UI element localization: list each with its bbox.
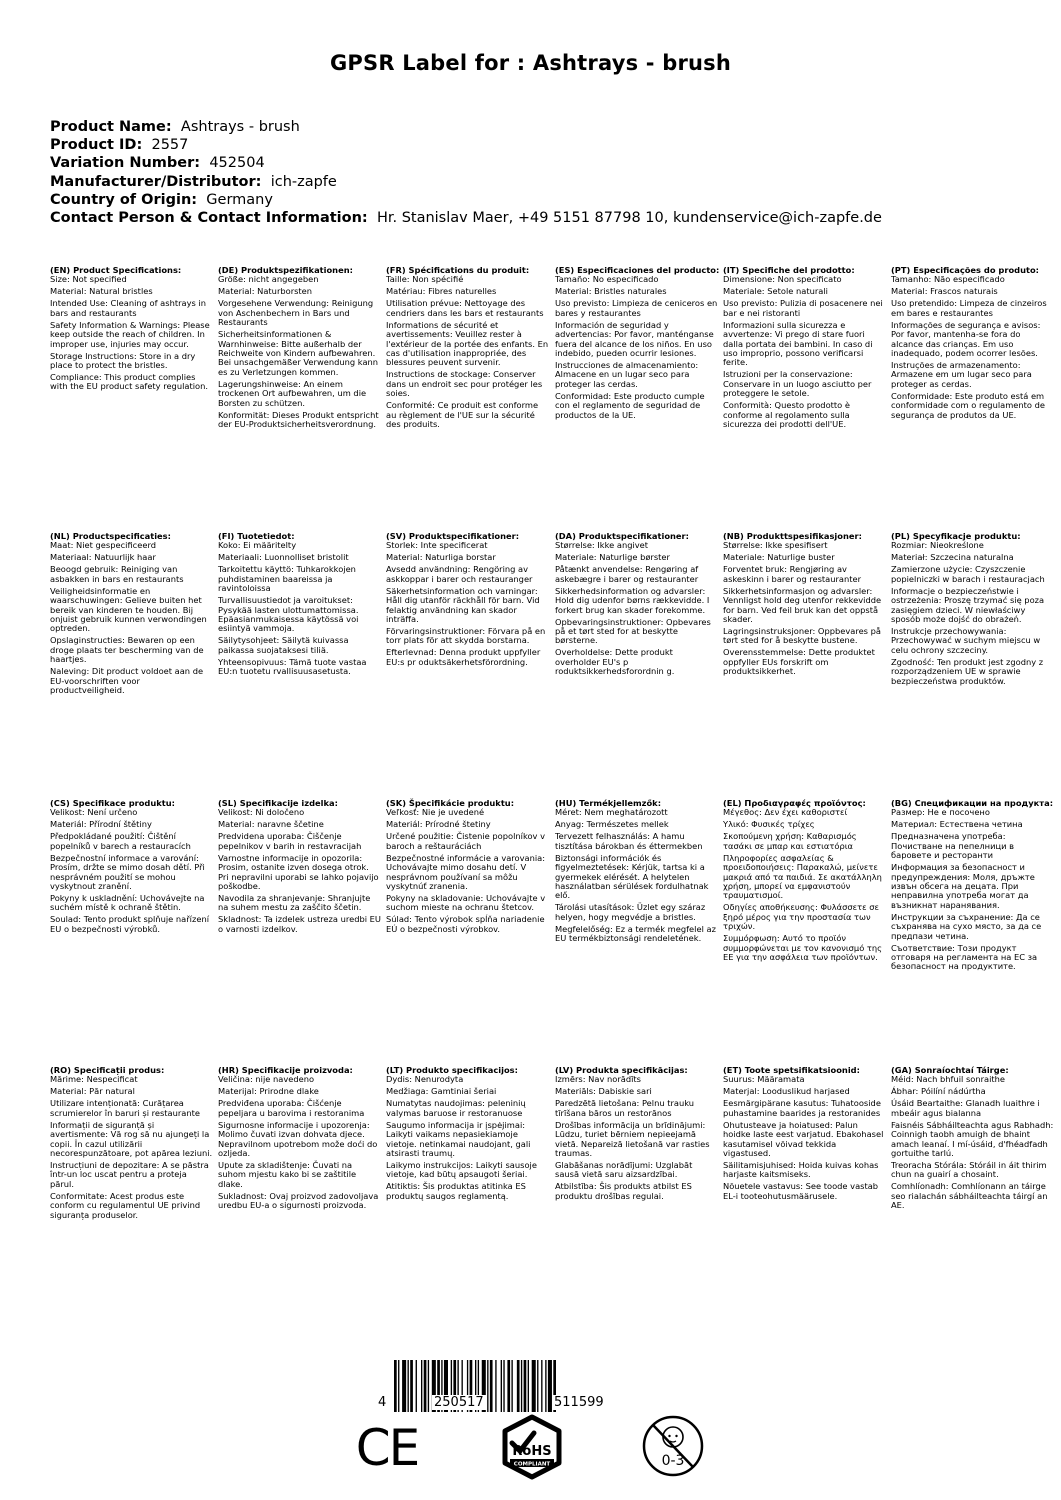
spec-line: Yhteensopivuus: Tämä tuote vastaa EU:n tuotetu rvallisuusasetusta.: [218, 656, 367, 677]
spec-heading: (NL) Productspecificaties:: [50, 531, 171, 541]
product-info: [50, 118, 882, 227]
spec-line: Ohutusteave ja hoiatused: Palun hoidke laste eest varjatud. Ebakohasel kasutamisel võivad tekkida vigastused.: [723, 1119, 884, 1159]
spec-line: Informații de siguranță și avertismente: Vă rog să nu ajungeți la copii. În cazul utilizării necorespunzătoare, pot apărea leziuni.: [50, 1119, 213, 1159]
spec-line: Veľkosť: Nie je uvedené: [386, 807, 485, 818]
product-name-label: Product Name:: [50, 119, 172, 135]
spec-block: [891, 532, 1054, 794]
spec-line: Påtænkt anvendelse: Rengøring af askebægre i barer og restauranter: [555, 564, 699, 584]
spec-line: Instruções de armazenamento: Armazene em um lugar seco para proteger as cerdas.: [891, 360, 1032, 389]
spec-block: [218, 266, 381, 528]
spec-line: Utilisation prévue: Nettoyage des cendriers dans les bars et restaurants: [386, 298, 544, 318]
spec-line: Atbilstība: Šis produkts atbilst ES produktu drošības regulai.: [555, 1181, 692, 1201]
spec-block: [386, 799, 549, 1061]
variation-label: Variation Number:: [50, 155, 201, 172]
spec-line: Velikost: Ni določeno: [218, 807, 305, 818]
spec-line: Treoracha Stórála: Stóráil in áit thirim chun na guairí a chosaint.: [891, 1160, 1047, 1180]
spec-line: Material: Păr natural: [50, 1086, 135, 1097]
spec-line: Säkerhetsinformation och varningar: Håll dig utanför räckhåll för barn. Vid felaktig användning kan skador inträffa.: [386, 585, 540, 625]
spec-heading: (ET) Toote spetsifikatsioonid:: [723, 1065, 860, 1075]
product-id-row: [50, 136, 882, 154]
spec-block: [555, 532, 718, 794]
spec-line: Konformität: Dieses Produkt entspricht der EU-Produktsicherheitsverordnung.: [218, 409, 379, 430]
spec-line: Saugumo informacija ir įspėjimai: Laikyti vaikams nepasiekiamoje vietoje. netinkamai naudojant, gali atsirasti traumų.: [386, 1119, 531, 1159]
spec-line: Overensstemmelse: Dette produktet oppfyller EUs forskrift om produktsikkerhet.: [723, 647, 875, 677]
spec-line: Uso previsto: Limpieza de ceniceros en bares y restaurantes: [555, 298, 718, 318]
spec-line: Sikkerhedsinformation og advarsler: Hold dig udenfor børns rækkevidde. I forkert brug kan skader forekomme.: [555, 585, 710, 615]
spec-line: Forventet bruk: Rengjøring av askeskinn i barer og restauranter: [723, 564, 862, 584]
spec-line: Conformidade: Este produto está em conformidade com o regulamento de segurança de produtos da UE.: [891, 390, 1046, 420]
spec-line: Overholdelse: Dette produkt overholder EU's p roduktsikkerhedsforordnin g.: [555, 647, 675, 677]
rohs-text: RoHS: [512, 1444, 552, 1459]
spec-line: Naleving: Dit product voldoet aan de EU-voorschriften voor productveiligheid.: [50, 666, 204, 696]
manufacturer-value: ich-zapfe: [270, 173, 337, 190]
spec-line: Suurus: Määramata: [723, 1074, 805, 1085]
spec-line: Σκοπούμενη χρήση: Καθαρισμός τασάκι σε μπαρ και εστιατόρια: [723, 831, 857, 851]
spec-line: Инструкции за съхранение: Да се съхранява на сухо място, за да се предпази четина.: [891, 911, 1042, 941]
spec-line: Intended Use: Cleaning of ashtrays in bars and restaurants: [50, 298, 207, 318]
spec-line: Opbevaringsinstruktioner: Opbevares på et tørt sted for at beskytte børsterne.: [555, 616, 711, 646]
spec-block: [50, 1066, 213, 1328]
spec-line: Información de seguridad y advertencias: Por favor, manténganse fuera del alcance de los niños. En uso indebido, pueden ocurrir lesiones.: [555, 319, 714, 359]
spec-line: Nõuetele vastavus: See toode vastab EL-i tooteohutusmäärusele.: [723, 1181, 879, 1201]
spec-line: Информация за безопасност и предупреждения: Моля, дръжте извън обсега на децата. При неправилна употреба могат да възникнат наранявания.: [891, 862, 1035, 910]
spec-line: Tamaño: No especificado: [555, 274, 659, 285]
origin-label: Country of Origin:: [50, 191, 198, 208]
spec-line: Faisnéis Sábháilteachta agus Rabhadh: Coinnigh taobh amuigh de bhaint amach leanaí. I mí-úsáid, d'fhéadfadh gortuithe tarlú.: [891, 1119, 1054, 1159]
spec-heading: (FR) Spécifications du produit:: [386, 265, 530, 275]
spec-line: Größe: nicht angegeben: [218, 274, 319, 285]
spec-line: Material: Natural bristles: [50, 286, 153, 297]
spec-line: Sikkerhetsinformasjon og advarsler: Vennligst hold deg utenfor rekkevidde for barn. Ved feil bruk kan det oppstå skader.: [723, 585, 882, 625]
spec-heading: (LT) Produkto specifikacijos:: [386, 1065, 518, 1075]
spec-heading: (SL) Specifikacije izdelka:: [218, 798, 338, 808]
spec-line: Compliance: This product complies with the EU product safety regulation.: [50, 372, 209, 392]
ce-mark-icon: [352, 1420, 422, 1472]
spec-line: Sicherheitsinformationen & Warnhinweise: Bitte außerhalb der Reichweite von Kindern aufbewahren. Bei unsachgemäßer Verwendung kann es zu Verletzungen kommen.: [218, 329, 379, 377]
spec-heading: (HU) Termékjellemzők:: [555, 798, 662, 808]
spec-line: Koko: Ei määritelty: [218, 540, 297, 551]
spec-line: Lagringsinstruksjoner: Oppbevares på tørt sted for å beskytte bustene.: [723, 626, 881, 646]
spec-line: Pokyny k uskladnění: Uchovávejte na suchém místě k ochraně štětin.: [50, 893, 205, 913]
spec-line: Informacje o bezpieczeństwie i ostrzeżenia: Proszę trzymać się poza zasięgiem dzieci. W niewłaściwy sposób może dojść do obrażeń.: [891, 585, 1045, 625]
spec-line: Πληροφορίες ασφαλείας & προειδοποιήσεις: Παρακαλώ, μείνετε μακριά από τα παιδιά. Σε ακατάλληλη χρήση, μπορεί να εμφανιστούν τραυματισμοί.: [723, 852, 882, 901]
spec-block: [555, 266, 718, 528]
spec-line: Předpokládané použití: Čištění popelníků v barech a restauracích: [50, 831, 191, 851]
spec-line: Säilytysohjeet: Säilytä kuivassa paikassa suojataksesi tiliä.: [218, 635, 349, 655]
spec-line: Laikymo instrukcijos: Laikyti sausoje vietoje, kad būtų apsaugoti šeriai.: [386, 1160, 537, 1180]
age-warning-icon: [640, 1413, 706, 1479]
spec-line: Informazioni sulla sicurezza e avvertenze: Vi prego di stare fuori dalla portata dei bambini. In caso di uso improprio, possono verificarsi ferite.: [723, 319, 873, 368]
spec-line: Materiał: Szczecina naturalna: [891, 552, 1014, 563]
spec-heading: (DA) Produktspecifikationer:: [555, 531, 689, 541]
ce-mark-text: CE: [355, 1420, 419, 1472]
spec-block: [723, 266, 886, 528]
spec-heading: (ES) Especificaciones del producto:: [555, 265, 720, 275]
origin-value: Germany: [206, 191, 273, 208]
spec-line: Συμμόρφωση: Αυτό το προϊόν συμμορφώνεται με τον κανονισμό της ΕΕ για την ασφάλεια των προϊόντων.: [723, 933, 883, 963]
spec-line: Turvallisuustiedot ja varoitukset: Pysykää lasten ulottumattomissa. Epäasianmukaisessa käytössä voi esiintyä vammoja.: [218, 595, 359, 634]
spec-line: Pokyny na skladovanie: Uchovávajte v suchom mieste na ochranu štetcov.: [386, 893, 546, 913]
spec-line: Materiál: Přírodní štětiny: [50, 819, 152, 830]
spec-block: [723, 532, 886, 794]
spec-heading: (CS) Specifikace produktu:: [50, 798, 175, 808]
spec-line: Размер: Не е посочено: [891, 807, 990, 818]
spec-heading: (RO) Specificații produs:: [50, 1065, 165, 1075]
spec-line: Uso previsto: Pulizia di posacenere nei bar e nei ristoranti: [723, 298, 883, 318]
spec-line: Súlad: Tento výrobok spĺňa nariadenie EÚ o bezpečnosti výrobkov.: [386, 914, 545, 934]
spec-line: Informações de segurança e avisos: Por favor, mantenha-se fora do alcance das crianças. Em uso inadequado, podem ocorrer lesões.: [891, 319, 1041, 359]
spec-line: Tárolási utasítások: Üzlet egy száraz helyen, hogy megvédje a bristles.: [555, 902, 706, 922]
spec-line: Materijal: Prirodne dlake: [218, 1086, 319, 1097]
rohs-icon: [498, 1413, 566, 1481]
spec-line: Förvaringsinstruktioner: Förvara på en torr plats för att skydda borstarna.: [386, 626, 546, 646]
spec-line: Glabāšanas norādījumi: Uzglabāt sausā vietā saru aizsardzībai.: [555, 1160, 693, 1180]
spec-line: Bezpečnostní informace a varování: Prosím, držte se mimo dosah dětí. Při nesprávném použití se mohou vyskytnout zranění.: [50, 852, 205, 892]
spec-line: Taille: Non spécifié: [386, 274, 464, 285]
spec-line: Μέγεθος: Δεν έχει καθοριστεί: [723, 807, 848, 818]
spec-block: [50, 532, 213, 794]
spec-heading: (SK) Špecifikácie produktu:: [386, 798, 515, 808]
spec-line: Megfelelőség: Ez a termék megfelel az EU termékbiztonsági rendeletének.: [555, 923, 716, 944]
spec-line: Méret: Nem meghatározott: [555, 807, 668, 818]
spec-line: Atitiktis: Šis produktas atitinka ES produktų saugos reglamentą.: [386, 1181, 526, 1201]
spec-block: [891, 266, 1054, 528]
spec-block: [555, 1066, 718, 1328]
spec-line: Sukladnost: Ovaj proizvod zadovoljava uredbu EU-a o sigurnosti proizvoda.: [218, 1190, 379, 1211]
spec-line: Instructions de stockage: Conserver dans un endroit sec pour protéger les soies.: [386, 369, 543, 399]
spec-line: Efterlevnad: Denna produkt uppfyller EU:s pr oduktsäkerhetsförordning.: [386, 647, 541, 667]
spec-line: Materiale: Setole naturali: [723, 286, 828, 297]
product-name-row: [50, 118, 882, 136]
spec-block: [50, 799, 213, 1061]
spec-line: Storage Instructions: Store in a dry place to protect the bristles.: [50, 350, 196, 371]
spec-block: [218, 799, 381, 1061]
spec-block: [386, 266, 549, 528]
spec-line: Istruzioni per la conservazione: Conservare in un luogo asciutto per proteggere le setole.: [723, 369, 872, 399]
spec-line: Material: Frascos naturais: [891, 286, 998, 297]
spec-line: Numatytas naudojimas: peleninių valymas baruose ir restoranuose: [386, 1098, 526, 1118]
spec-line: Upute za skladištenje: Čuvati na suhom mjestu kako bi se zaštitile dlake.: [218, 1160, 357, 1189]
product-id-value: 2557: [151, 137, 189, 154]
spec-line: Veiligheidsinformatie en waarschuwingen: Gelieve buiten het bereik van kinderen te houden. Bij onjuist gebruik kunnen verwondingen optreden.: [50, 585, 207, 634]
spec-line: Eesmärgipärane kasutus: Tuhatooside puhastamine baarides ja restoranides: [723, 1098, 881, 1118]
spec-line: Material: Bristles naturales: [555, 286, 667, 297]
spec-line: Opslaginstructies: Bewaren op een droge plaats ter bescherming van de haartjes.: [50, 635, 204, 665]
manufacturer-label: Manufacturer/Distributor:: [50, 173, 262, 190]
spec-line: Velikost: Není určeno: [50, 807, 138, 818]
spec-line: Conformitate: Acest produs este conform cu regulamentul UE privind siguranța produselor.: [50, 1190, 201, 1220]
spec-line: Predviđena uporaba: Čišćenje pepeljara u barovima i restoranima: [218, 1098, 365, 1118]
spec-line: Υλικό: Φυσικές τρίχες: [723, 819, 815, 830]
spec-heading: (EL) Προδιαγραφές προϊόντος:: [723, 798, 866, 808]
spec-line: Predvidena uporaba: Čiščenje pepelnikov v barih in restavracijah: [218, 831, 362, 851]
spec-line: Instrukcje przechowywania: Przechowywać w suchym miejscu w celu ochrony szczeciny.: [891, 626, 1041, 655]
rohs-compliant-text: COMPLIANT: [513, 1461, 551, 1468]
spec-heading: (NB) Produkttspesifikasjoner:: [723, 531, 862, 541]
age-warning-text: 0-3: [661, 1453, 685, 1469]
spec-line: Съответствие: Този продукт отговаря на регламента на ЕС за безопасност на продуктите.: [891, 942, 1038, 972]
spec-line: Størrelse: Ikke angivet: [555, 540, 649, 551]
spec-line: Tarkoitettu käyttö: Tuhkarokkojen puhdistaminen baareissa ja ravintoloissa: [218, 564, 356, 594]
spec-line: Veličina: nije navedeno: [218, 1074, 315, 1085]
page-title: GPSR Label for : Ashtrays - brush: [329, 51, 732, 75]
variation-row: [50, 154, 882, 172]
spec-line: Material: Naturliga borstar: [386, 552, 496, 563]
spec-heading: (GA) Sonraíochtaí Táirge:: [891, 1065, 1009, 1075]
spec-line: Uso pretendido: Limpeza de cinzeiros em bares e restaurantes: [891, 298, 1047, 318]
spec-block: [386, 1066, 549, 1328]
spec-line: Материал: Естествена четина: [891, 819, 1023, 830]
spec-line: Zamierzone użycie: Czyszczenie popielniczki w barach i restauracjach: [891, 564, 1045, 584]
spec-line: Určené použitie: Čistenie popolníkov v baroch a reštauráciách: [386, 831, 546, 851]
spec-line: Instrucțiuni de depozitare: A se păstra într-un loc uscat pentru a proteja părul.: [50, 1160, 209, 1189]
spec-line: Lagerungshinweise: An einem trockenen Ort aufbewahren, um die Borsten zu schützen.: [218, 378, 367, 408]
spec-block: [723, 1066, 886, 1328]
spec-line: Materiaali: Luonnolliset bristolit: [218, 552, 349, 563]
spec-block: [555, 799, 718, 1061]
spec-line: Safety Information & Warnings: Please keep outside the reach of children. In improper use, injuries may occur.: [50, 319, 210, 349]
spec-line: Materiale: Naturlige buster: [723, 552, 835, 563]
spec-heading: (FI) Tuotetiedot:: [218, 531, 295, 541]
spec-line: Medžiaga: Gamtiniai šeriai: [386, 1086, 497, 1097]
spec-line: Dimensione: Non specificato: [723, 274, 842, 285]
spec-line: Storlek: Inte specificerat: [386, 540, 488, 551]
spec-line: Mărime: Nespecificat: [50, 1074, 138, 1085]
spec-line: Tervezett felhasználás: A hamu tisztítása bárokban és éttermekben: [555, 831, 703, 851]
spec-heading: (DE) Produktspezifikationen:: [218, 265, 353, 275]
spec-line: Dydis: Nenurodyta: [386, 1074, 464, 1085]
spec-line: Materiāls: Dabiskie sari: [555, 1086, 652, 1097]
contact-label: Contact Person & Contact Information:: [50, 210, 368, 227]
spec-line: Soulad: Tento produkt splňuje nařízení EU o bezpečnosti výrobků.: [50, 914, 210, 934]
spec-line: Informations de sécurité et avertissements: Veuillez rester à l'extérieur de la portée des enfants. En cas d'utilisation inappropriée, des blessures peuvent survenir.: [386, 319, 549, 368]
spec-line: Materiaal: Natuurlijk haar: [50, 552, 156, 563]
spec-block: [218, 532, 381, 794]
spec-block: [891, 799, 1054, 1061]
spec-line: Ábhar: Póilíní nádúrtha: [891, 1086, 986, 1097]
spec-block: [723, 799, 886, 1061]
product-id-label: Product ID:: [50, 137, 143, 154]
spec-heading: (BG) Спецификации на продукта:: [891, 798, 1054, 808]
product-name-value: Ashtrays - brush: [180, 119, 300, 135]
barcode-digits-right: 511599: [554, 1395, 604, 1410]
spec-line: Zgodność: Ten produkt jest zgodny z rozporządzeniem UE w sprawie bezpieczeństwa produktów.: [891, 656, 1044, 686]
spec-heading: (LV) Produkta specifikācijas:: [555, 1065, 688, 1075]
spec-line: Säilitamisjuhised: Hoida kuivas kohas harjaste kaitsmiseks.: [723, 1160, 879, 1180]
spec-heading: (PL) Specyfikacje produktu:: [891, 531, 1021, 541]
spec-block: [50, 266, 213, 528]
spec-line: Utilizare intenționată: Curățarea scrumierelor în baruri și restaurante: [50, 1098, 201, 1118]
spec-line: Rozmiar: Nieokreślone: [891, 540, 984, 551]
spec-line: Size: Not specified: [50, 274, 127, 285]
spec-line: Matériau: Fibres naturelles: [386, 286, 497, 297]
variation-value: 452504: [209, 155, 265, 172]
spec-heading: (IT) Specifiche del prodotto:: [723, 265, 855, 275]
barcode-digits-left: 250517: [434, 1395, 484, 1410]
barcode-digit-lead: 4: [378, 1395, 387, 1410]
spec-block: [386, 532, 549, 794]
spec-line: Materjal: Looduslikud harjased: [723, 1086, 850, 1097]
spec-line: Materiál: Prírodné štetiny: [386, 819, 491, 830]
spec-line: Biztonsági információk és figyelmeztetések: Kérjük, tartsa ki a gyermekek elérését. A helytelen használatban sérülések fordulhatnak elő.: [555, 852, 709, 901]
spec-line: Οδηγίες αποθήκευσης: Φυλάσσετε σε ξηρό μέρος για την προστασία των τριχών.: [723, 902, 880, 932]
spec-line: Materiale: Naturlige børster: [555, 552, 670, 563]
spec-line: Drošības informācija un brīdinājumi: Lūdzu, turiet bērniem nepieejamā vietā. Nepareizā lietošanā var rasties traumas.: [555, 1119, 710, 1159]
spec-heading: (EN) Product Specifications:: [50, 265, 182, 275]
spec-line: Conformità: Questo prodotto è conforme al regolamento sulla sicurezza dei prodotti dell'UE.: [723, 400, 850, 430]
origin-row: [50, 191, 882, 209]
spec-line: Vorgesehene Verwendung: Reinigung von Aschenbechern in Bars und Restaurants: [218, 298, 374, 328]
spec-line: Conformité: Ce produit est conforme au règlement de l'UE sur la sécurité des produits.: [386, 400, 539, 430]
spec-line: Maat: Niet gespecificeerd: [50, 540, 156, 551]
spec-heading: (PT) Especificações do produto:: [891, 265, 1039, 275]
spec-line: Material: Naturborsten: [218, 286, 313, 297]
spec-block: [218, 1066, 381, 1328]
spec-line: Varnostne informacije in opozorila: Prosim, ostanite izven dosega otrok. Pri nepravilni uporabi se lahko pojavijo poškodbe.: [218, 852, 379, 892]
spec-line: Beoogd gebruik: Reiniging van asbakken in bars en restaurants: [50, 564, 184, 584]
manufacturer-row: [50, 173, 882, 191]
spec-block: [891, 1066, 1054, 1328]
spec-line: Paredzētā lietošana: Pelnu trauku tīrīšana bāros un restorānos: [555, 1098, 695, 1118]
spec-heading: (HR) Specifikacije proizvoda:: [218, 1065, 353, 1075]
spec-line: Instrucciones de almacenamiento: Almacene en un lugar seco para proteger las cerdas.: [555, 360, 699, 389]
spec-line: Comhlíonadh: Comhlíonann an táirge seo rialachán sábháilteachta táirgí an AE.: [891, 1181, 1048, 1211]
spec-line: Material: naravne ščetine: [218, 819, 324, 830]
spec-line: Conformidad: Este producto cumple con el reglamento de seguridad de productos de la UE.: [555, 390, 705, 420]
spec-line: Sigurnosne informacije i upozorenja: Molimo čuvati izvan dohvata djece. Nepravilnom upotrebom može doći do ozljeda.: [218, 1119, 378, 1159]
spec-line: Izmērs: Nav norādīts: [555, 1074, 641, 1085]
spec-line: Úsáid Beartaithe: Glanadh luaithre i mbeáir agus bialanna: [891, 1098, 1040, 1118]
spec-line: Størrelse: Ikke spesifisert: [723, 540, 828, 551]
spec-line: Skladnost: Ta izdelek ustreza uredbi EU o varnosti izdelkov.: [218, 914, 381, 934]
spec-line: Avsedd användning: Rengöring av askkoppar i barer och restauranger: [386, 564, 533, 584]
contact-row: [50, 209, 882, 227]
spec-line: Navodila za shranjevanje: Shranjujte na suhem mestu za zaščito ščetin.: [218, 893, 371, 913]
spec-line: Bezpečnostné informácie a varovania: Uchovávajte mimo dosahu detí. V nesprávnom používaní sa môžu vyskytnúť zranenia.: [386, 852, 546, 892]
spec-line: Предназначена употреба: Почистване на пепелници в баровете и ресторанти: [891, 831, 1015, 861]
contact-value: Hr. Stanislav Maer, +49 5151 87798 10, kundenservice@ich-zapfe.de: [376, 210, 882, 227]
spec-line: Tamanho: Não especificado: [891, 274, 1005, 285]
spec-line: Méid: Nach bhfuil sonraithe: [891, 1074, 1006, 1085]
spec-line: Anyag: Természetes mellek: [555, 819, 669, 830]
spec-heading: (SV) Produktspecifikationer:: [386, 531, 520, 541]
